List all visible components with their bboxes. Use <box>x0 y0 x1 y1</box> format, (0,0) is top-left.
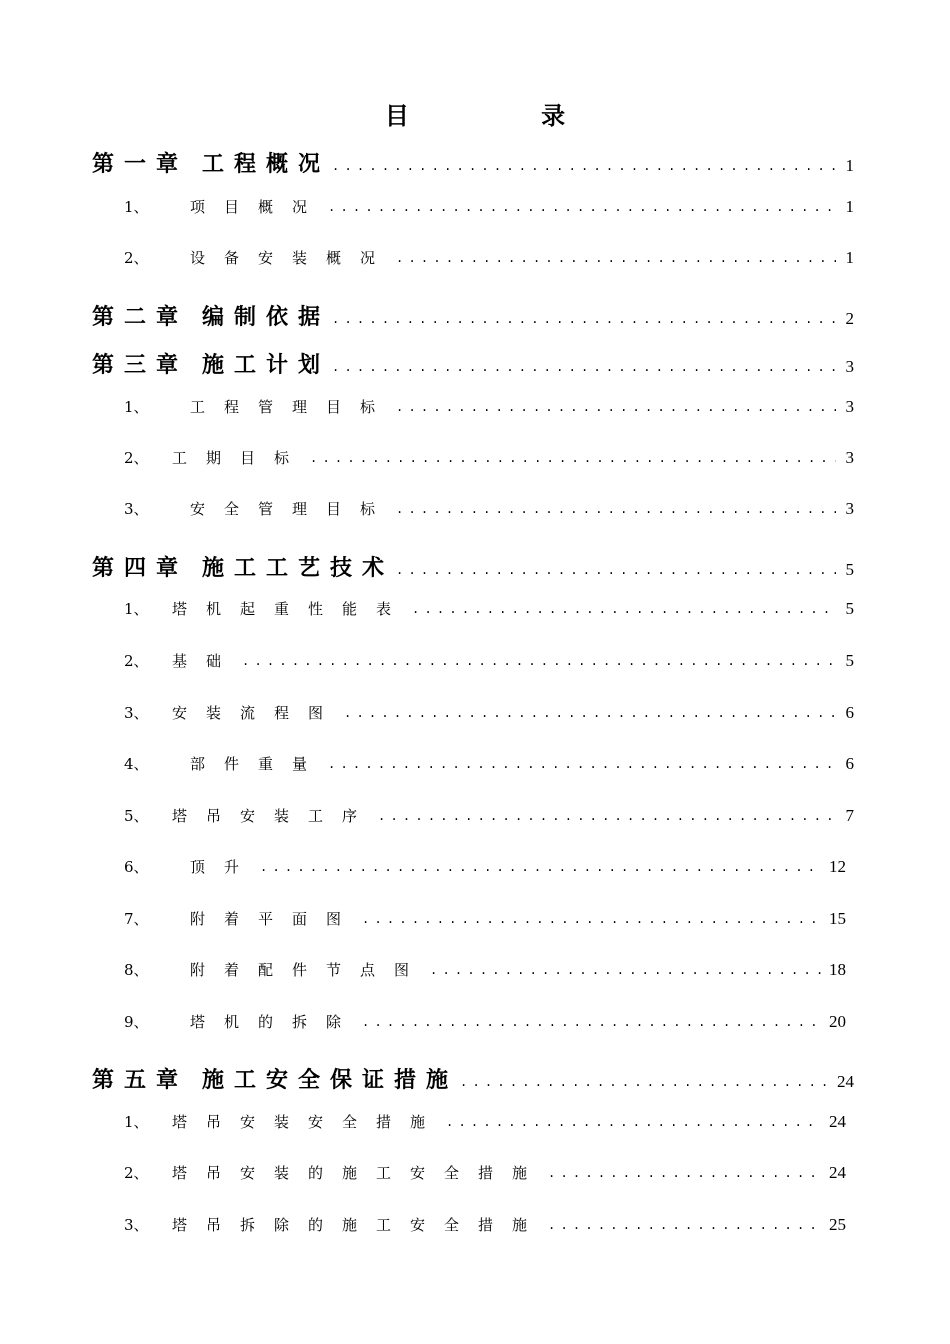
toc-dot-leader <box>332 151 836 173</box>
toc-entry-number: 2、 <box>124 1164 149 1182</box>
toc-entry-number: 2、 <box>124 449 149 467</box>
toc-entry-title: 顶升 <box>190 858 259 876</box>
toc-entry-title: 塔吊安装的施工安全措施 <box>172 1164 547 1182</box>
toc-entry-number: 2、 <box>124 652 149 670</box>
toc-section-entry[interactable] <box>124 1011 846 1032</box>
toc-section-entry[interactable] <box>124 856 846 877</box>
toc-entry-number: 9、 <box>124 1013 149 1031</box>
toc-entry-title: 附着平面图 <box>190 910 361 928</box>
toc-section-entry[interactable] <box>124 447 854 468</box>
toc-page-number: 12 <box>829 857 846 876</box>
toc-section-entry[interactable] <box>124 702 854 723</box>
toc-page-number: 1 <box>845 197 854 216</box>
toc-entry-number: 5、 <box>124 807 149 825</box>
toc-entry-title: 编制依据 <box>202 304 331 330</box>
toc-entry-number: 第四章 <box>92 555 189 581</box>
toc-page-number: 1 <box>845 248 854 267</box>
toc-entry-number: 1、 <box>124 600 149 618</box>
toc-entry-number: 1、 <box>124 198 149 216</box>
toc-entry-title: 项目概况 <box>190 198 327 216</box>
toc-entry-number: 1、 <box>124 398 149 416</box>
toc-entry-number: 2、 <box>124 249 149 267</box>
toc-section-entry[interactable] <box>124 498 854 519</box>
toc-entry-number: 3、 <box>124 500 149 518</box>
toc-entry-title: 附着配件节点图 <box>190 961 429 979</box>
toc-section-entry[interactable] <box>124 1162 846 1183</box>
toc-section-entry[interactable] <box>124 1111 846 1132</box>
toc-page-number: 5 <box>845 599 854 618</box>
toc-entry-title: 塔吊安装安全措施 <box>172 1113 445 1131</box>
toc-dot-leader <box>396 501 836 516</box>
toc-entry-number: 3、 <box>124 704 149 722</box>
toc-page-number: 3 <box>845 499 854 518</box>
toc-page-number: 3 <box>845 357 854 376</box>
toc-page-number: 15 <box>829 909 846 928</box>
toc-dot-leader <box>396 250 836 265</box>
toc-entry-title: 安装流程图 <box>172 704 343 722</box>
toc-dot-leader <box>242 653 836 668</box>
toc-page-number: 1 <box>845 156 854 175</box>
toc-section-entry[interactable] <box>124 1214 846 1235</box>
toc-page-number: 18 <box>829 960 846 979</box>
toc-entry-title: 工期目标 <box>172 449 309 467</box>
toc-page-number: 3 <box>845 397 854 416</box>
toc-page-number: 25 <box>829 1215 846 1234</box>
toc-entry-title: 施工计划 <box>202 352 331 378</box>
toc-dot-leader <box>310 450 836 465</box>
toc-section-entry[interactable] <box>124 247 854 268</box>
toc-section-entry[interactable] <box>124 598 854 619</box>
toc-dot-leader <box>328 756 836 771</box>
toc-entry-title: 塔机起重性能表 <box>172 600 411 618</box>
toc-page-number: 5 <box>845 560 854 579</box>
toc-dot-leader <box>548 1217 821 1232</box>
toc-page-number: 24 <box>829 1112 846 1131</box>
toc-section-entry[interactable] <box>124 196 854 217</box>
toc-entry-number: 6、 <box>124 858 149 876</box>
toc-page-number: 7 <box>845 806 854 825</box>
toc-chapter-entry[interactable] <box>92 348 854 379</box>
toc-page-number: 6 <box>845 754 854 773</box>
toc-entry-title: 工程管理目标 <box>190 398 395 416</box>
toc-chapter-entry[interactable] <box>92 300 854 331</box>
toc-page-number: 20 <box>829 1012 846 1031</box>
toc-section-entry[interactable] <box>124 805 854 826</box>
toc-entry-number: 7、 <box>124 910 149 928</box>
toc-section-entry[interactable] <box>124 396 854 417</box>
toc-section-entry[interactable] <box>124 959 846 980</box>
toc-page-number: 24 <box>829 1163 846 1182</box>
toc-entry-number: 第二章 <box>92 304 189 330</box>
toc-section-entry[interactable] <box>124 753 854 774</box>
toc-page-number: 24 <box>837 1072 854 1091</box>
toc-dot-leader <box>362 911 821 926</box>
page-title: 目 录 <box>384 102 628 130</box>
toc-chapter-entry[interactable] <box>92 551 854 582</box>
toc-dot-leader <box>396 555 836 577</box>
toc-section-entry[interactable] <box>124 908 846 929</box>
toc-entry-title: 塔吊拆除的施工安全措施 <box>172 1216 547 1234</box>
toc-page-number: 2 <box>845 309 854 328</box>
toc-entry-title: 塔吊安装工序 <box>172 807 377 825</box>
toc-section-entry[interactable] <box>124 650 854 671</box>
toc-dot-leader <box>332 352 836 374</box>
toc-entry-number: 第五章 <box>92 1067 189 1093</box>
toc-entry-number: 第一章 <box>92 151 189 177</box>
toc-page-number: 5 <box>845 651 854 670</box>
toc-dot-leader <box>378 808 836 823</box>
toc-entry-number: 3、 <box>124 1216 149 1234</box>
toc-entry-title: 施工安全保证措施 <box>202 1067 459 1093</box>
toc-dot-leader <box>260 859 821 874</box>
toc-dot-leader <box>328 199 836 214</box>
toc-dot-leader <box>446 1114 821 1129</box>
toc-chapter-entry[interactable] <box>92 147 854 178</box>
toc-page-number: 6 <box>845 703 854 722</box>
toc-dot-leader <box>362 1014 821 1029</box>
toc-dot-leader <box>396 399 836 414</box>
toc-entry-number: 8、 <box>124 961 149 979</box>
toc-dot-leader <box>344 705 836 720</box>
toc-entry-title: 工程概况 <box>202 151 331 177</box>
toc-dot-leader <box>412 601 836 616</box>
toc-entry-title: 部件重量 <box>190 755 327 773</box>
toc-entry-title: 设备安装概况 <box>190 249 395 267</box>
toc-dot-leader <box>430 962 821 977</box>
toc-entry-title: 基础 <box>172 652 241 670</box>
toc-entry-title: 安全管理目标 <box>190 500 395 518</box>
toc-entry-number: 第三章 <box>92 352 189 378</box>
toc-page-number: 3 <box>845 448 854 467</box>
toc-entry-number: 4、 <box>124 755 149 773</box>
toc-dot-leader <box>548 1165 821 1180</box>
toc-entry-title: 施工工艺技术 <box>202 555 395 581</box>
toc-dot-leader <box>332 304 836 326</box>
toc-entry-number: 1、 <box>124 1113 149 1131</box>
toc-dot-leader <box>460 1067 829 1089</box>
toc-entry-title: 塔机的拆除 <box>190 1013 361 1031</box>
toc-chapter-entry[interactable] <box>92 1063 854 1094</box>
